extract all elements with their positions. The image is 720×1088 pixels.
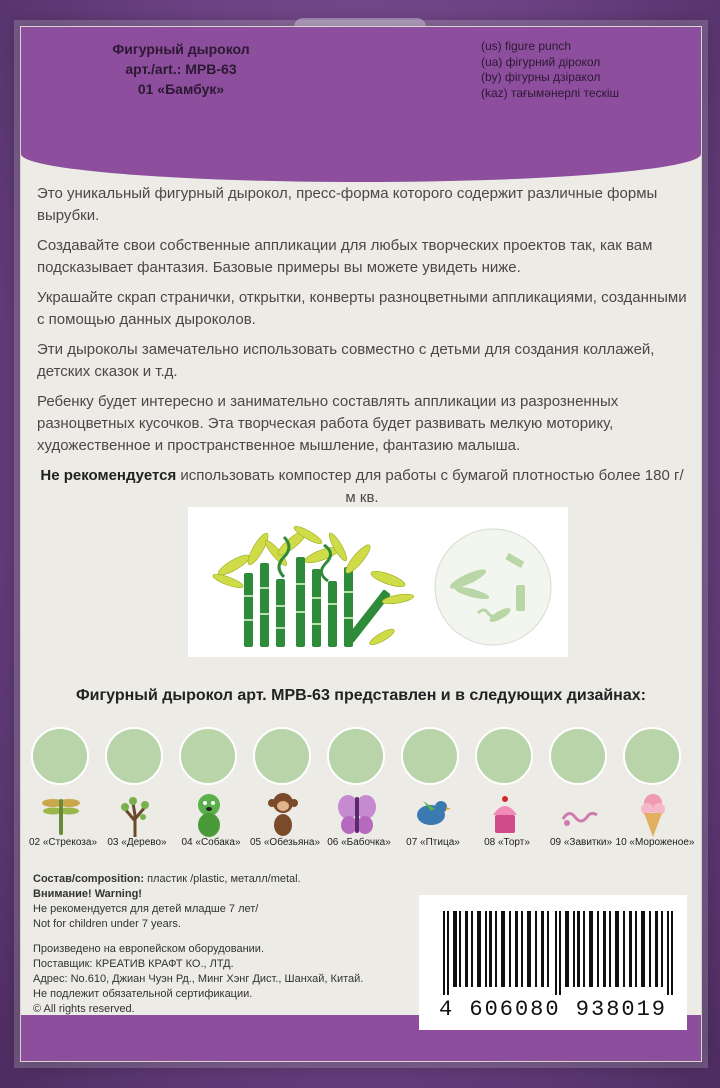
description-p4: Эти дыроколы замечательно использовать совместно с детьми для создания коллажей, детских сказок и т.д. [37, 341, 655, 380]
paper-warning [37, 465, 687, 509]
punch-preview-circle [401, 727, 459, 785]
supplier: Поставщик: КРЕАТИВ КРАФТ КО., ЛТД. [33, 958, 234, 970]
design-label: 04 «Собака» [181, 837, 241, 848]
punch-preview-circle [31, 727, 89, 785]
design-label: 06 «Бабочка» [327, 837, 391, 848]
dog-icon [189, 789, 229, 839]
composition [33, 872, 413, 887]
composition-label: Состав/composition: [33, 873, 145, 885]
monkey-icon [263, 789, 303, 839]
butterfly-icon [337, 789, 377, 839]
title-line-3: 01 «Бамбук» [137, 81, 225, 97]
warning-title: Внимание! Warning! [33, 888, 142, 900]
manufacturing-note: Произведено на европейском оборудовании. [33, 943, 265, 955]
punch-preview-circle [105, 727, 163, 785]
product-title [81, 39, 281, 99]
address: Адрес: No.610, Джиан Чуэн Рд., Минг Хэнг Дист., Шанхай, Китай. [33, 973, 364, 985]
certification-note: Не подлежит обязательной сертификации. [33, 988, 253, 1000]
swirl-icon [559, 789, 599, 839]
description-p2: Создавайте свои собственные аппликации для любых творческих проектов так, как вам подсказывает фантазия. Базовые примеры вы можете увидеть ниже. [37, 237, 653, 276]
description-p5: Ребенку будет интересно и занимательно составлять аппликации из разрозненных разноцветных кусочков. Эта творческая работа будет развивать мелкую моторику, художественное и пространственное мышление, фантазию малыша. [37, 393, 619, 454]
design-item [247, 727, 323, 867]
translation-us: (us) figure punch [481, 39, 572, 53]
design-item [173, 727, 249, 867]
designs-title: Фигурный дырокол арт. МРВ-63 представлен и в следующих дизайнах: [76, 687, 646, 704]
barcode-icon [443, 911, 673, 995]
tree-icon [115, 789, 155, 839]
design-item [617, 727, 693, 867]
design-label: 03 «Дерево» [107, 837, 167, 848]
design-item [25, 727, 101, 867]
design-label: 09 «Завитки» [549, 837, 613, 848]
bird-icon [411, 789, 451, 839]
punch-preview-circle [179, 727, 237, 785]
design-item [395, 727, 471, 867]
warning-ru: Не рекомендуется для детей младше 7 лет/ [33, 903, 259, 915]
design-label: 05 «Обезьяна» [249, 837, 321, 848]
legal-info [33, 872, 413, 1017]
description-p1: Это уникальный фигурный дырокол, пресс-форма которого содержит различные формы вырубки. [37, 185, 658, 224]
design-label: 02 «Стрекоза» [28, 837, 98, 848]
description-p3: Украшайте скрап странички, открытки, конверты разноцветными аппликациями, созданными с помощью данных дыроколов. [37, 289, 687, 328]
title-line-2: арт./art.: МРВ-63 [125, 61, 237, 77]
description [37, 183, 687, 517]
punch-preview-circle [475, 727, 533, 785]
punch-preview-circle [549, 727, 607, 785]
translation-by: (by) фігурны дзіракол [481, 70, 601, 84]
design-item [469, 727, 545, 867]
punch-preview-circle [253, 727, 311, 785]
design-label: 07 «Птица» [406, 837, 460, 848]
design-label: 08 «Торт» [484, 837, 530, 848]
cake-icon [485, 789, 525, 839]
warning-en: Not for children under 7 years. [33, 918, 181, 930]
title-line-1: Фигурный дырокол [112, 41, 250, 57]
composition-value: пластик /plastic, металл/metal. [144, 873, 301, 885]
paper-warning-text: использовать компостер для работы с бумагой плотностью более 180 г/м кв. [176, 467, 684, 506]
barcode-label [419, 895, 687, 1030]
title-translations [481, 39, 681, 101]
product-card [20, 26, 702, 1062]
barcode-digits: 4 606080 938019 [438, 997, 668, 1022]
icecream-icon [633, 789, 673, 839]
bamboo-illustration [188, 507, 568, 657]
design-item [99, 727, 175, 867]
designs-list [21, 727, 701, 867]
copyright: © All rights reserved. [33, 1003, 135, 1015]
translation-kaz: (kaz) тағымәнерлі тескіш [481, 85, 620, 100]
dragonfly-icon [41, 789, 81, 839]
design-item [321, 727, 397, 867]
design-label: 10 «Мороженое» [615, 837, 695, 848]
design-item [543, 727, 619, 867]
paper-warning-bold: Не рекомендуется [40, 467, 177, 484]
punch-preview-circle [623, 727, 681, 785]
punch-preview-circle [327, 727, 385, 785]
translation-ua: (ua) фігурний дірокол [481, 54, 601, 69]
bamboo-sample-image [188, 507, 568, 657]
